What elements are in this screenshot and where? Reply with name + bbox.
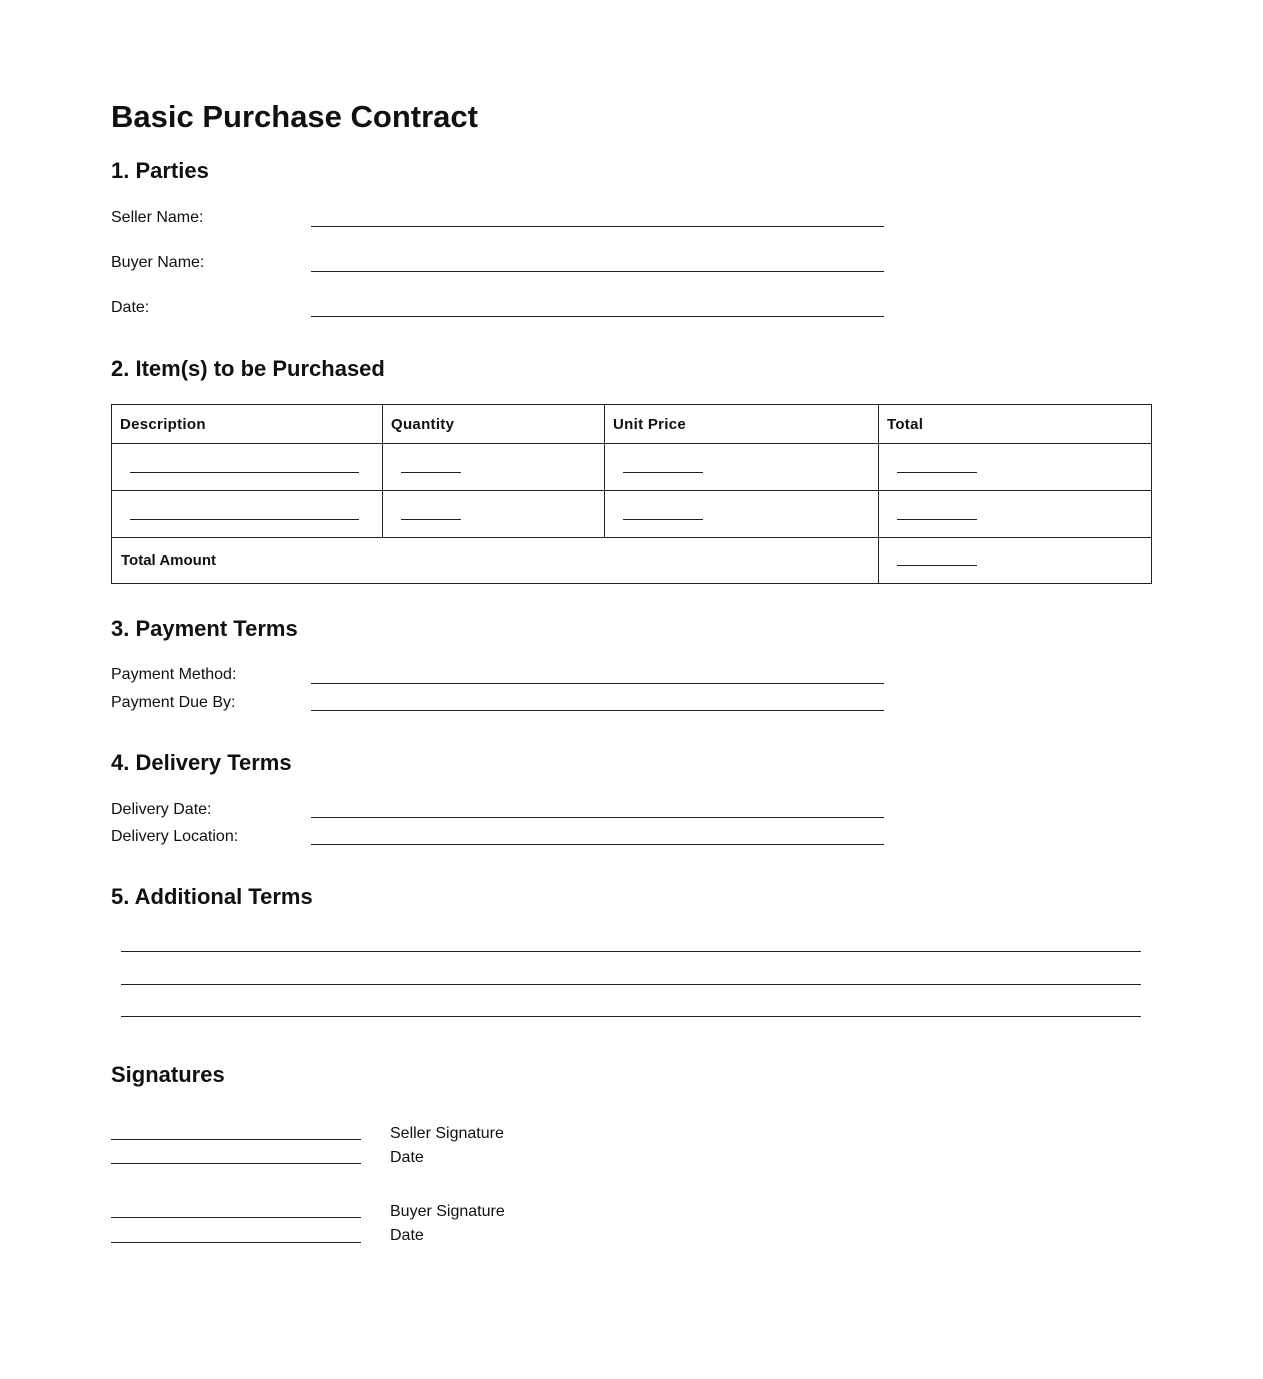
unit-price-field[interactable] [623, 472, 703, 473]
buyer-signature-label: Buyer Signature [390, 1203, 505, 1220]
buyer-date-line[interactable] [111, 1242, 361, 1243]
column-header-total: Total [887, 416, 924, 433]
buyer-date-label: Date [390, 1227, 424, 1244]
table-header-row [112, 405, 1151, 444]
buyer-signature-line[interactable] [111, 1217, 361, 1218]
total-amount-label: Total Amount [121, 552, 216, 569]
seller-date-label: Date [390, 1149, 424, 1166]
delivery-date-label: Delivery Date: [111, 801, 212, 818]
additional-terms-line[interactable] [121, 1016, 1141, 1017]
delivery-location-label: Delivery Location: [111, 828, 239, 845]
payment-due-field[interactable] [311, 710, 884, 711]
section-heading-signatures: Signatures [111, 1062, 225, 1087]
buyer-name-field[interactable] [311, 271, 884, 272]
quantity-field[interactable] [401, 519, 461, 520]
page-title: Basic Purchase Contract [111, 99, 478, 134]
column-header-description: Description [120, 416, 206, 433]
total-amount-row [112, 537, 1151, 583]
section-heading-additional: 5. Additional Terms [111, 884, 313, 909]
unit-price-field[interactable] [623, 519, 703, 520]
payment-method-label: Payment Method: [111, 666, 237, 683]
quantity-field[interactable] [401, 472, 461, 473]
seller-date-line[interactable] [111, 1163, 361, 1164]
section-heading-parties: 1. Parties [111, 158, 209, 183]
column-header-unit-price: Unit Price [613, 416, 687, 433]
buyer-name-label: Buyer Name: [111, 254, 205, 271]
date-field[interactable] [311, 316, 884, 317]
additional-terms-line[interactable] [121, 984, 1141, 985]
section-heading-items: 2. Item(s) to be Purchased [111, 356, 385, 381]
description-field[interactable] [130, 519, 359, 520]
total-amount-field[interactable] [897, 565, 977, 566]
table-row [112, 443, 1151, 491]
table-row [112, 490, 1151, 538]
section-heading-delivery: 4. Delivery Terms [111, 750, 292, 775]
delivery-location-field[interactable] [311, 844, 884, 845]
row-total-field[interactable] [897, 519, 977, 520]
section-heading-payment: 3. Payment Terms [111, 616, 298, 641]
items-table [111, 404, 1152, 584]
row-total-field[interactable] [897, 472, 977, 473]
seller-signature-label: Seller Signature [390, 1125, 504, 1142]
payment-method-field[interactable] [311, 683, 884, 684]
payment-due-label: Payment Due By: [111, 694, 236, 711]
additional-terms-line[interactable] [121, 951, 1141, 952]
seller-signature-line[interactable] [111, 1139, 361, 1140]
delivery-date-field[interactable] [311, 817, 884, 818]
column-header-quantity: Quantity [391, 416, 455, 433]
seller-name-label: Seller Name: [111, 209, 204, 226]
seller-name-field[interactable] [311, 226, 884, 227]
date-label: Date: [111, 299, 150, 316]
description-field[interactable] [130, 472, 359, 473]
